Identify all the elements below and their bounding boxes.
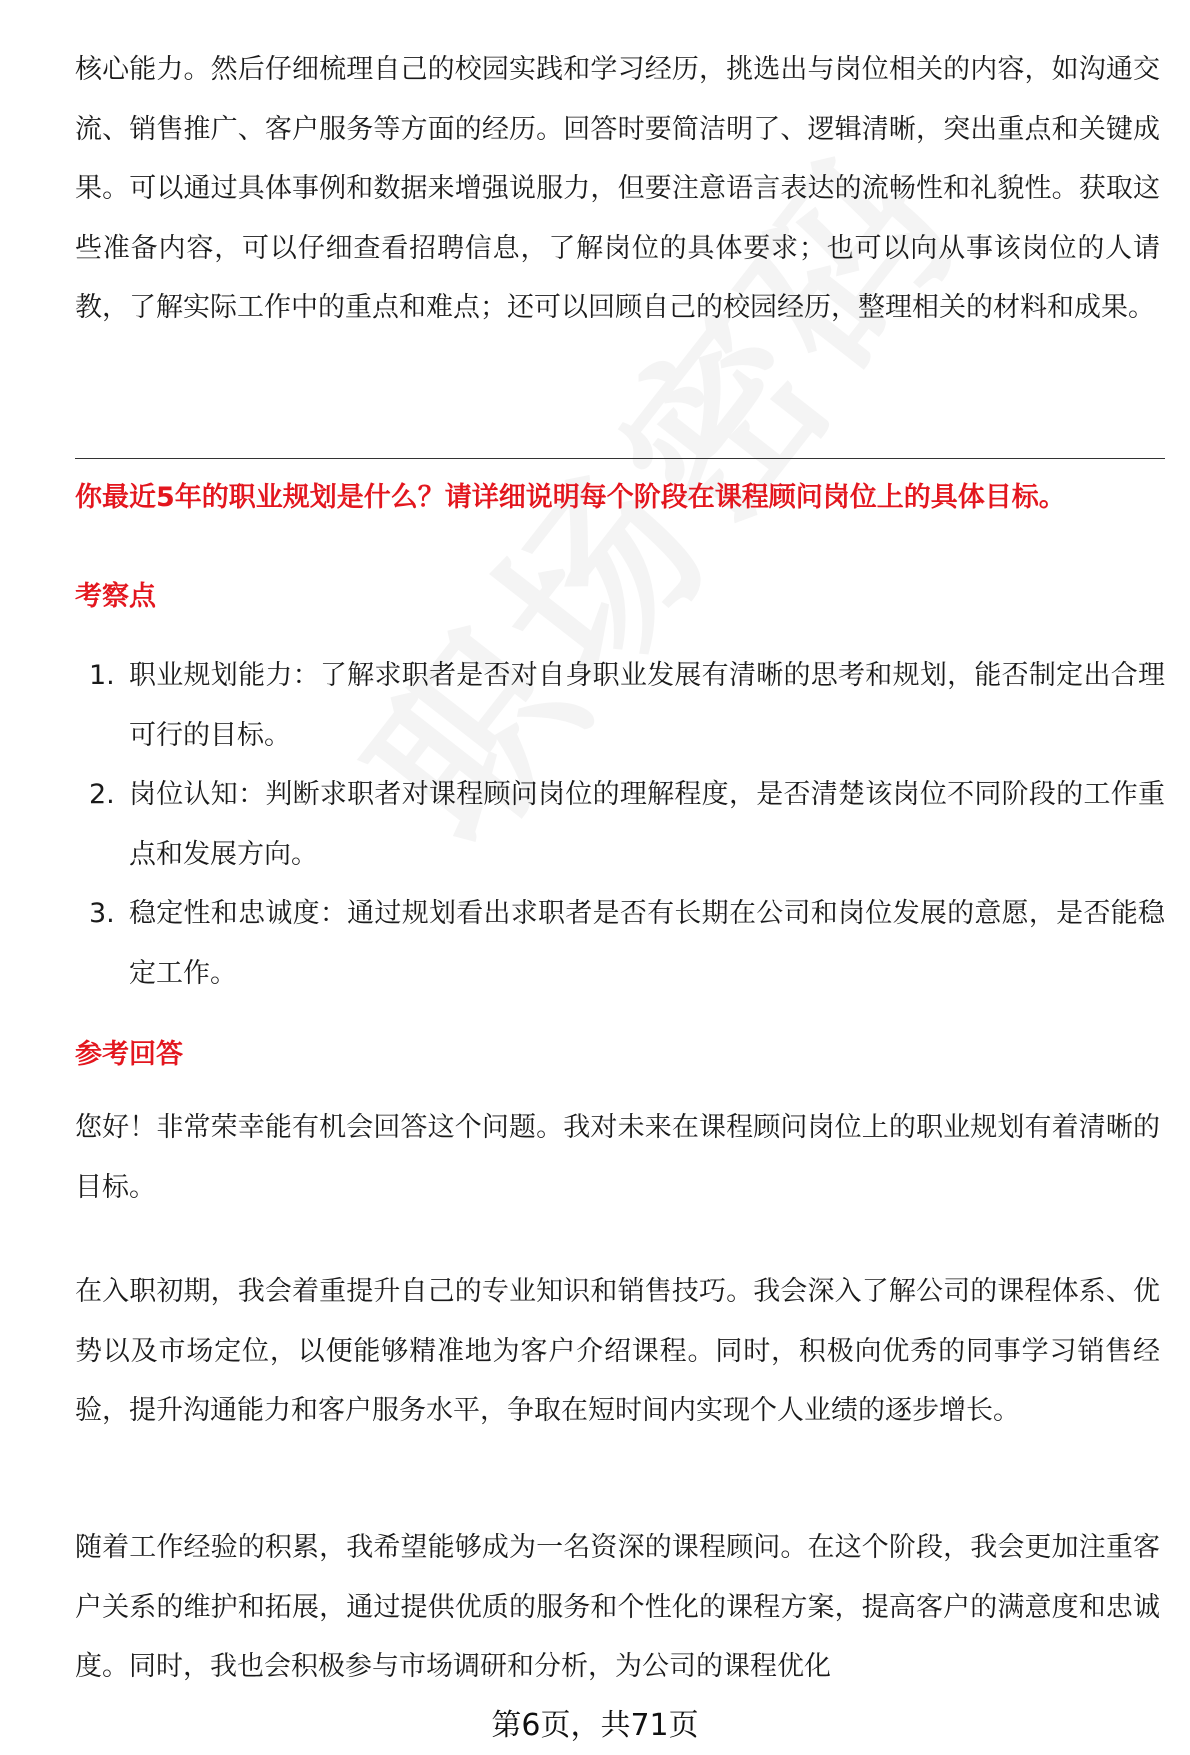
points-list [75,646,1165,1003]
answer-paragraph: 随着工作经验的积累，我希望能够成为一名资深的课程顾问。在这个阶段，我会更加注重客户关系的维护和拓展，通过提供优质的服务和个性化的课程方案，提高客户的满意度和忠诚度。同时，我也会积极参与市场调研和分析，为公司的课程优化 [75,1532,1160,1682]
question-heading: 你最近5年的职业规划是什么？请详细说明每个阶段在课程顾问岗位上的具体目标。 [75,482,1066,513]
answer-paragraph: 您好！非常荣幸能有机会回答这个问题。我对未来在课程顾问岗位上的职业规划有着清晰的目标。 [75,1112,1160,1203]
section-divider [75,458,1165,459]
list-item [75,884,1165,1003]
list-item-text: 岗位认知：判断求职者对课程顾问岗位的理解程度，是否清楚该岗位不同阶段的工作重点和发展方向。 [129,779,1165,870]
list-item-number: 2. [89,779,115,810]
list-item-text: 稳定性和忠诚度：通过规划看出求职者是否有长期在公司和岗位发展的意愿，是否能稳定工作。 [129,898,1165,989]
points-heading: 考察点 [75,581,156,612]
list-item [75,765,1165,884]
list-item-number: 3. [89,898,115,929]
list-item [75,646,1165,765]
intro-paragraph: 核心能力。然后仔细梳理自己的校园实践和学习经历，挑选出与岗位相关的内容，如沟通交流、销售推广、客户服务等方面的经历。回答时要简洁明了、逻辑清晰，突出重点和关键成果。可以通过具体事例和数据来增强说服力，但要注意语言表达的流畅性和礼貌性。获取这些准备内容，可以仔细查看招聘信息，了解岗位的具体要求；也可以向从事该岗位的人请教，了解实际工作中的重点和难点；还可以回顾自己的校园经历，整理相关的材料和成果。 [75,54,1160,323]
answer-paragraph: 在入职初期，我会着重提升自己的专业知识和销售技巧。我会深入了解公司的课程体系、优势以及市场定位，以便能够精准地为客户介绍课程。同时，积极向优秀的同事学习销售经验，提升沟通能力和客户服务水平，争取在短时间内实现个人业绩的逐步增长。 [75,1276,1160,1426]
list-item-text: 职业规划能力：了解求职者是否对自身职业发展有清晰的思考和规划，能否制定出合理可行的目标。 [129,660,1165,751]
page-footer: 第6页，共71页 [491,1708,699,1743]
answer-heading: 参考回答 [75,1039,183,1070]
list-item-number: 1. [89,660,115,691]
